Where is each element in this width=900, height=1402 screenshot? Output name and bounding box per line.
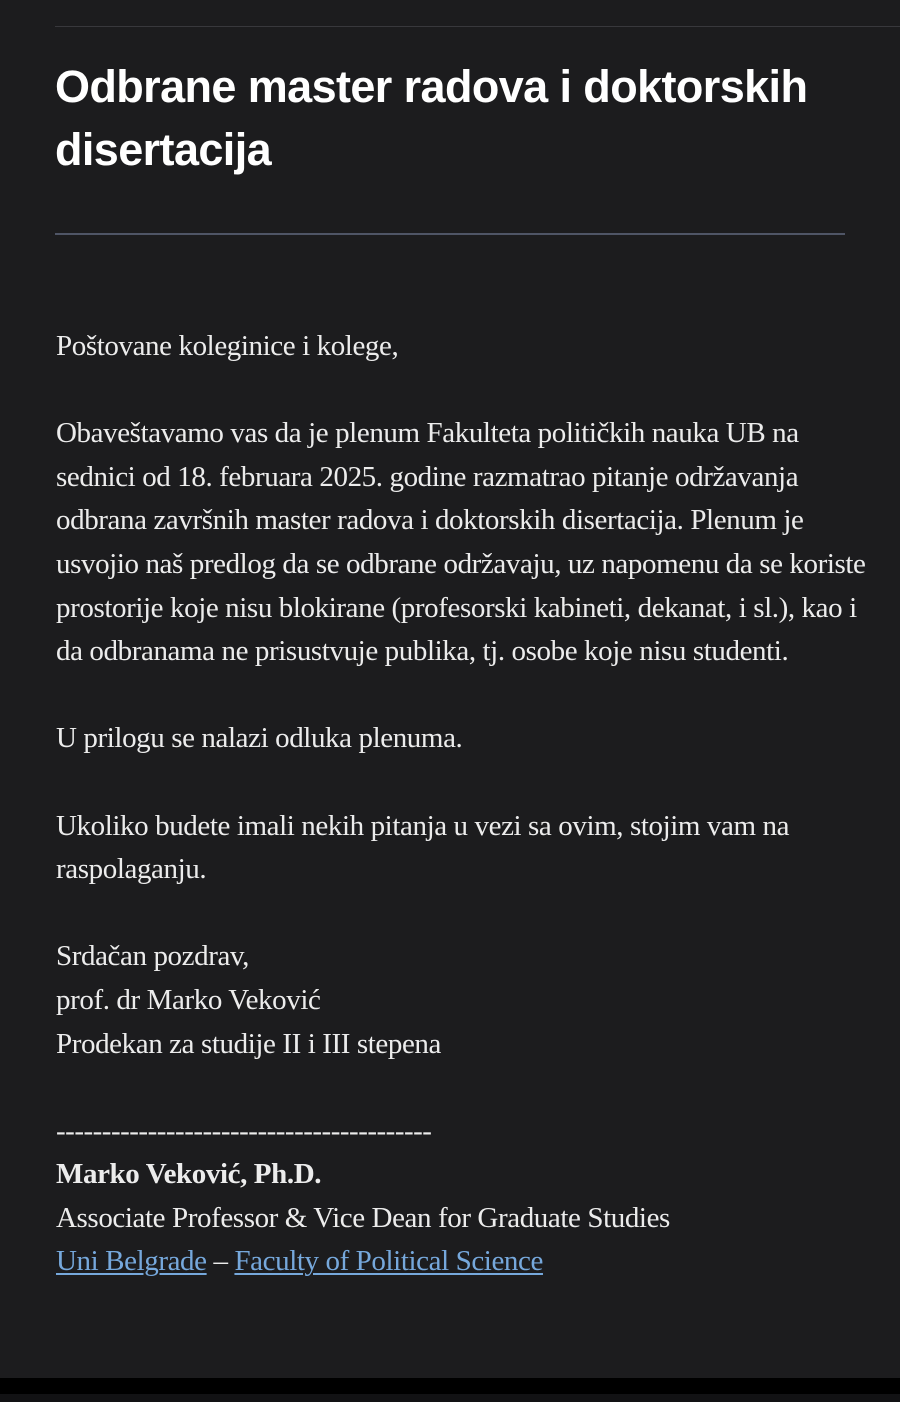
signature xyxy=(56,1110,866,1284)
signature-name: Marko Veković, Ph.D. xyxy=(56,1158,322,1191)
closing-role: Prodekan za studije II i III stepena xyxy=(56,1027,442,1060)
signature-position: Associate Professor & Vice Dean for Graduate Studies xyxy=(56,1201,670,1234)
signature-divider: ----------------------------------------- xyxy=(56,1114,432,1147)
faculty-of-political-science-link[interactable]: Faculty of Political Science xyxy=(234,1245,543,1278)
top-divider xyxy=(55,26,900,27)
page-title: Odbrane master radova i doktorskih disertacija xyxy=(55,61,808,175)
paragraph-contact-offer: Ukoliko budete imali nekih pitanja u vezi sa ovim, stojim vam na raspolaganju. xyxy=(56,809,790,886)
title-divider xyxy=(55,233,845,235)
greeting: Poštovane koleginice i kolege, xyxy=(56,330,399,362)
signature-links xyxy=(56,1240,866,1284)
bottom-bar xyxy=(0,1378,900,1394)
link-separator: – xyxy=(206,1245,235,1278)
closing-block xyxy=(56,935,866,1066)
paragraph-attachment-note: U prilogu se nalazi odluka plenuma. xyxy=(56,722,463,755)
bottom-strip xyxy=(0,1394,900,1402)
uni-belgrade-link[interactable]: Uni Belgrade xyxy=(56,1245,207,1278)
closing-name: prof. dr Marko Veković xyxy=(56,983,321,1016)
paragraph-announcement: Obaveštavamo vas da je plenum Fakulteta političkih nauka UB na sednici od 18. februara 2025. godine razmatrao pitanje održavanja odbrana završnih master radova i doktorskih disertacija. Plenum je usvojio naš predlog da se odbrane održavaju, uz napomenu da se koriste prostorije koje nisu blokirane (profesorski kabineti, dekanat, i sl.), kao i da odbranama ne prisustvuje publika, tj. osobe koje nisu studenti. xyxy=(56,417,866,668)
closing-salutation: Srdačan pozdrav, xyxy=(56,940,250,973)
email-body xyxy=(56,325,866,1284)
